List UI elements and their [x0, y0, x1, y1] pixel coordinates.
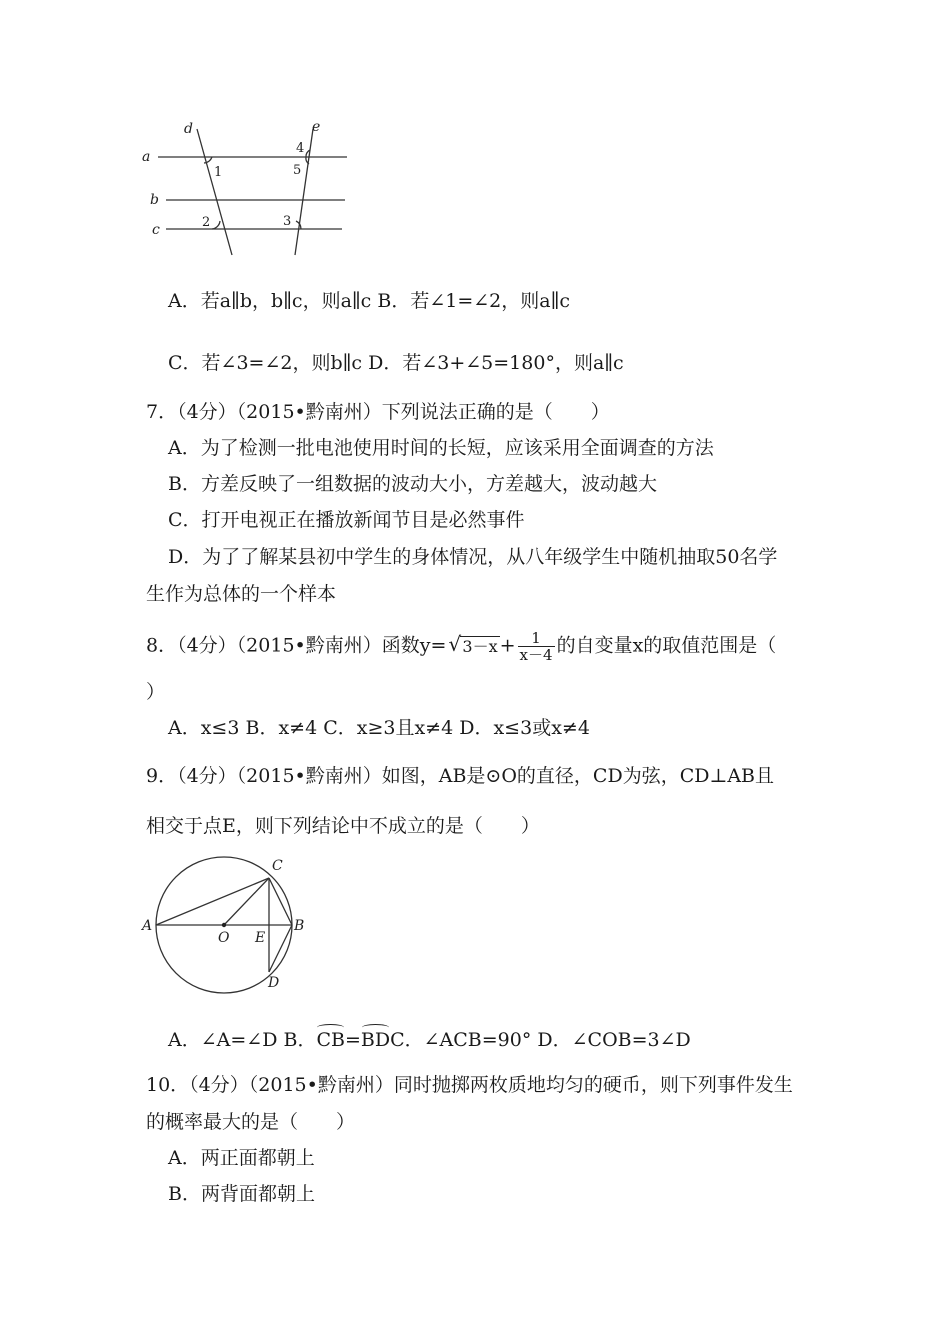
- point-d: D: [268, 975, 280, 991]
- fraction-numerator: 1: [518, 630, 555, 647]
- q10-option-b: B．两背面都朝上: [168, 1183, 315, 1205]
- q10-option-a: A．两正面都朝上: [168, 1147, 315, 1169]
- label-b: b: [150, 192, 159, 208]
- parallel-lines-figure: [130, 115, 360, 265]
- point-a: A: [142, 918, 153, 934]
- q7-option-d-cont: 生作为总体的一个样本: [146, 583, 337, 605]
- q8-stem: [146, 630, 776, 663]
- circle-figure: [138, 850, 308, 995]
- equals-sign: =: [344, 1029, 361, 1051]
- q8-stem-prefix: 8．（4分）（2015•黔南州）函数y=: [146, 634, 447, 657]
- chord-ac: [156, 878, 269, 925]
- q7-option-c: C．打开电视正在播放新闻节目是必然事件: [168, 509, 525, 531]
- point-c: C: [272, 858, 283, 874]
- q9-option-a: A．∠A=∠D B．: [168, 1029, 317, 1051]
- sqrt-expression: √ 3－x: [448, 631, 498, 656]
- chord-bd: [269, 925, 292, 972]
- q7-option-a: A．为了检测一批电池使用时间的长短，应该采用全面调查的方法: [168, 437, 714, 459]
- q6-options-row1: A．若a∥b，b∥c，则a∥c B．若∠1=∠2，则a∥c: [168, 290, 570, 312]
- arc-bd: BD: [361, 1024, 390, 1052]
- label-c: c: [152, 222, 160, 238]
- q8-options: A．x≤3 B．x≠4 C．x≥3且x≠4 D．x≤3或x≠4: [168, 717, 590, 739]
- q8-stem-close: ）: [146, 681, 166, 703]
- fraction-denominator: x－4: [519, 646, 553, 664]
- angle-5: 5: [293, 163, 302, 178]
- chord-cb: [269, 878, 292, 925]
- label-d: d: [184, 121, 193, 137]
- point-e: E: [255, 930, 266, 946]
- q8-stem-suffix: 的自变量x的取值范围是（: [556, 634, 777, 657]
- q9-stem-line2: 相交于点E，则下列结论中不成立的是（ ）: [146, 815, 540, 837]
- q7-stem: 7．（4分）（2015•黔南州）下列说法正确的是（ ）: [146, 401, 610, 423]
- q9-options: [168, 1024, 691, 1052]
- q9-stem-line1: 9．（4分）（2015•黔南州）如图，AB是⊙O的直径，CD为弦，CD⊥AB且: [146, 765, 775, 787]
- point-o: O: [218, 930, 230, 946]
- angle-4: 4: [296, 141, 305, 156]
- label-a: a: [142, 149, 151, 165]
- angle-2: 2: [202, 215, 211, 230]
- segment-oc: [224, 878, 269, 925]
- q7-option-d: D．为了了解某县初中学生的身体情况，从八年级学生中随机抽取50名学: [168, 546, 778, 568]
- q9-option-rest: C．∠ACB=90° D．∠COB=3∠D: [390, 1029, 691, 1051]
- label-e: e: [312, 119, 321, 135]
- point-b: B: [294, 918, 305, 934]
- radicand: 3－x: [462, 636, 498, 656]
- fraction: [518, 630, 555, 663]
- q6-options-row2: C．若∠3=∠2，则b∥c D．若∠3+∠5=180°，则a∥c: [168, 352, 624, 374]
- q7-option-b: B．方差反映了一组数据的波动大小，方差越大，波动越大: [168, 473, 657, 495]
- angle-3: 3: [283, 214, 292, 229]
- q10-stem-line1: 10．（4分）（2015•黔南州）同时抛掷两枚质地均匀的硬币，则下列事件发生: [146, 1074, 793, 1096]
- angle-1: 1: [214, 165, 223, 180]
- line-d: [197, 129, 232, 255]
- plus-sign: +: [499, 634, 516, 657]
- q10-stem-line2: 的概率最大的是（ ）: [146, 1111, 356, 1133]
- arc-cb: CB: [316, 1024, 345, 1052]
